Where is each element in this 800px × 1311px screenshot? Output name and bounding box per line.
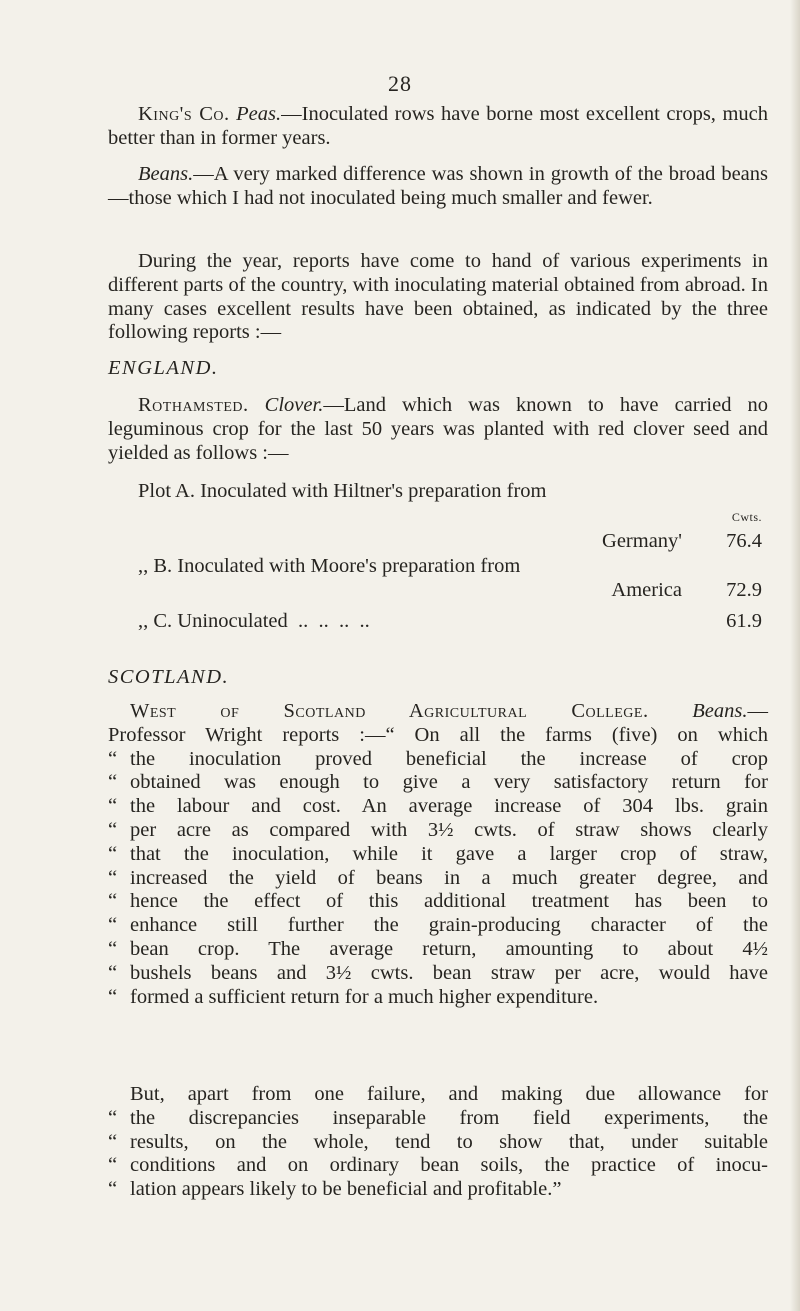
unit-header: Cwts.	[731, 510, 762, 524]
quote-text: formed a sufficient return for a much higher expenditure.	[130, 985, 599, 1008]
quote-line	[108, 962, 768, 986]
plot-b-row-2	[138, 579, 762, 605]
paragraph-rothamsted	[108, 394, 768, 465]
college-name: West of Scotland Agricultural College.	[130, 700, 649, 722]
quote-mark: “	[108, 866, 118, 889]
quote-text: that the inoculation, while it gave a larger crop of straw,	[130, 842, 768, 865]
plot-a-row-2	[138, 530, 762, 556]
quote-line	[108, 748, 768, 772]
quote-line-1: But, apart from one failure, and making due allowance for	[130, 1083, 768, 1105]
quote-text: lation appears likely to be beneficial and profitable.”	[130, 1178, 562, 1201]
quote-mark: “	[108, 747, 118, 770]
quote-mark: “	[108, 1130, 118, 1153]
quote-mark: “	[108, 937, 118, 960]
quote-text: results, on the whole, tend to show that, under suitable	[130, 1130, 768, 1153]
plot-b-source: America	[611, 579, 682, 601]
quote-line	[108, 1131, 768, 1155]
county-name: King's Co.	[138, 103, 230, 125]
quote-line-1: Professor Wright reports :—“ On all the farms (five) on which	[108, 723, 768, 746]
quote-text: the labour and cost. An average increase of 304 lbs. grain	[130, 795, 768, 818]
quote-line	[108, 771, 768, 795]
plot-c-value: 61.9	[726, 610, 762, 632]
plot-c-label: ,, C. Uninoculated .. .. .. ..	[138, 610, 370, 632]
paragraph-first-line: West of Scotland Agricultural College. Beans.—	[130, 700, 769, 722]
paragraph-reports: During the year, reports have come to hand of various experiments in different parts of the country, with inoculating material obtained from abroad. In many cases excellent results have been obtained, as indicated by the three following reports :—	[108, 250, 768, 344]
section-heading-scotland: SCOTLAND.	[108, 666, 230, 688]
paragraph-scotland	[108, 700, 768, 1009]
plot-a-row-1	[138, 480, 762, 506]
quote-text: bean crop. The average return, amounting to about 4½	[130, 937, 768, 960]
quote-line	[108, 986, 768, 1010]
quote-line	[108, 914, 768, 938]
plot-b-label: ,, B. Inoculated with Moore's preparation from	[138, 555, 521, 577]
plot-b-row-1	[138, 555, 762, 581]
quote-line	[108, 890, 768, 914]
quote-mark: “	[108, 890, 118, 913]
plot-a-value: 76.4	[726, 530, 762, 552]
quote-mark: “	[108, 961, 118, 984]
page-edge-shadow	[790, 0, 800, 1311]
quote-mark: “	[108, 795, 118, 818]
quote-mark: “	[108, 771, 118, 794]
plot-c-row	[138, 610, 762, 636]
quote-mark: “	[108, 842, 118, 865]
quote-text: the inoculation proved beneficial the increase of crop	[130, 747, 768, 770]
quote-text: enhance still further the grain-producing character of the	[130, 914, 768, 937]
quote-lines	[108, 1107, 768, 1202]
quote-text: hence the effect of this additional treatment has been to	[130, 890, 768, 913]
paragraph-beans	[108, 163, 768, 211]
quote-line	[108, 795, 768, 819]
quote-line	[108, 938, 768, 962]
quote-line	[108, 1107, 768, 1131]
plot-a-label: Plot A. Inoculated with Hiltner's preparation from	[138, 480, 547, 502]
quote-text: bushels beans and 3½ cwts. bean straw per acre, would have	[130, 961, 768, 984]
paragraph-kings-co	[108, 103, 768, 151]
quote-line	[108, 843, 768, 867]
plot-b-value: 72.9	[726, 579, 762, 601]
paragraph-text: —Land which was known to have carried no leguminous crop for the last 50 years was planted with red clover seed and yielded as follows :—	[108, 394, 768, 464]
paragraph-text: —A very marked difference was shown in growth of the broad beans—those which I had not inoculated being much smaller and fewer.	[108, 163, 768, 209]
paragraph-but	[108, 1083, 768, 1202]
quote-mark: “	[108, 818, 118, 841]
crop-name: Beans.	[692, 700, 748, 722]
section-heading-england: ENGLAND.	[108, 357, 219, 379]
crop-name: Peas.	[236, 103, 282, 125]
plot-a-source: Germany'	[602, 530, 682, 552]
quote-text: increased the yield of beans in a much greater degree, and	[130, 866, 768, 889]
quote-line	[108, 867, 768, 891]
page-number: 28	[388, 71, 412, 96]
crop-name: Beans.	[138, 163, 194, 185]
quote-text: per acre as compared with 3½ cwts. of straw shows clearly	[130, 818, 768, 841]
quote-mark: “	[108, 1178, 118, 1201]
crop-name: Clover.	[264, 394, 324, 416]
quote-text: obtained was enough to give a very satisfactory return for	[130, 771, 768, 794]
quote-text: conditions and on ordinary bean soils, the practice of inocu-	[130, 1154, 768, 1177]
quote-line	[108, 819, 768, 843]
quote-mark: “	[108, 985, 118, 1008]
quote-mark: “	[108, 1154, 118, 1177]
quote-line	[108, 1154, 768, 1178]
quote-lines	[108, 748, 768, 1010]
paragraph-text: —Inoculated rows have borne most excellent crops, much better than in former years.	[108, 103, 769, 149]
quote-mark: “	[108, 1106, 118, 1129]
quote-text: the discrepancies inseparable from field experiments, the	[130, 1106, 768, 1129]
station-name: Rothamsted.	[138, 394, 249, 416]
quote-line	[108, 1178, 768, 1202]
quote-mark: “	[108, 914, 118, 937]
